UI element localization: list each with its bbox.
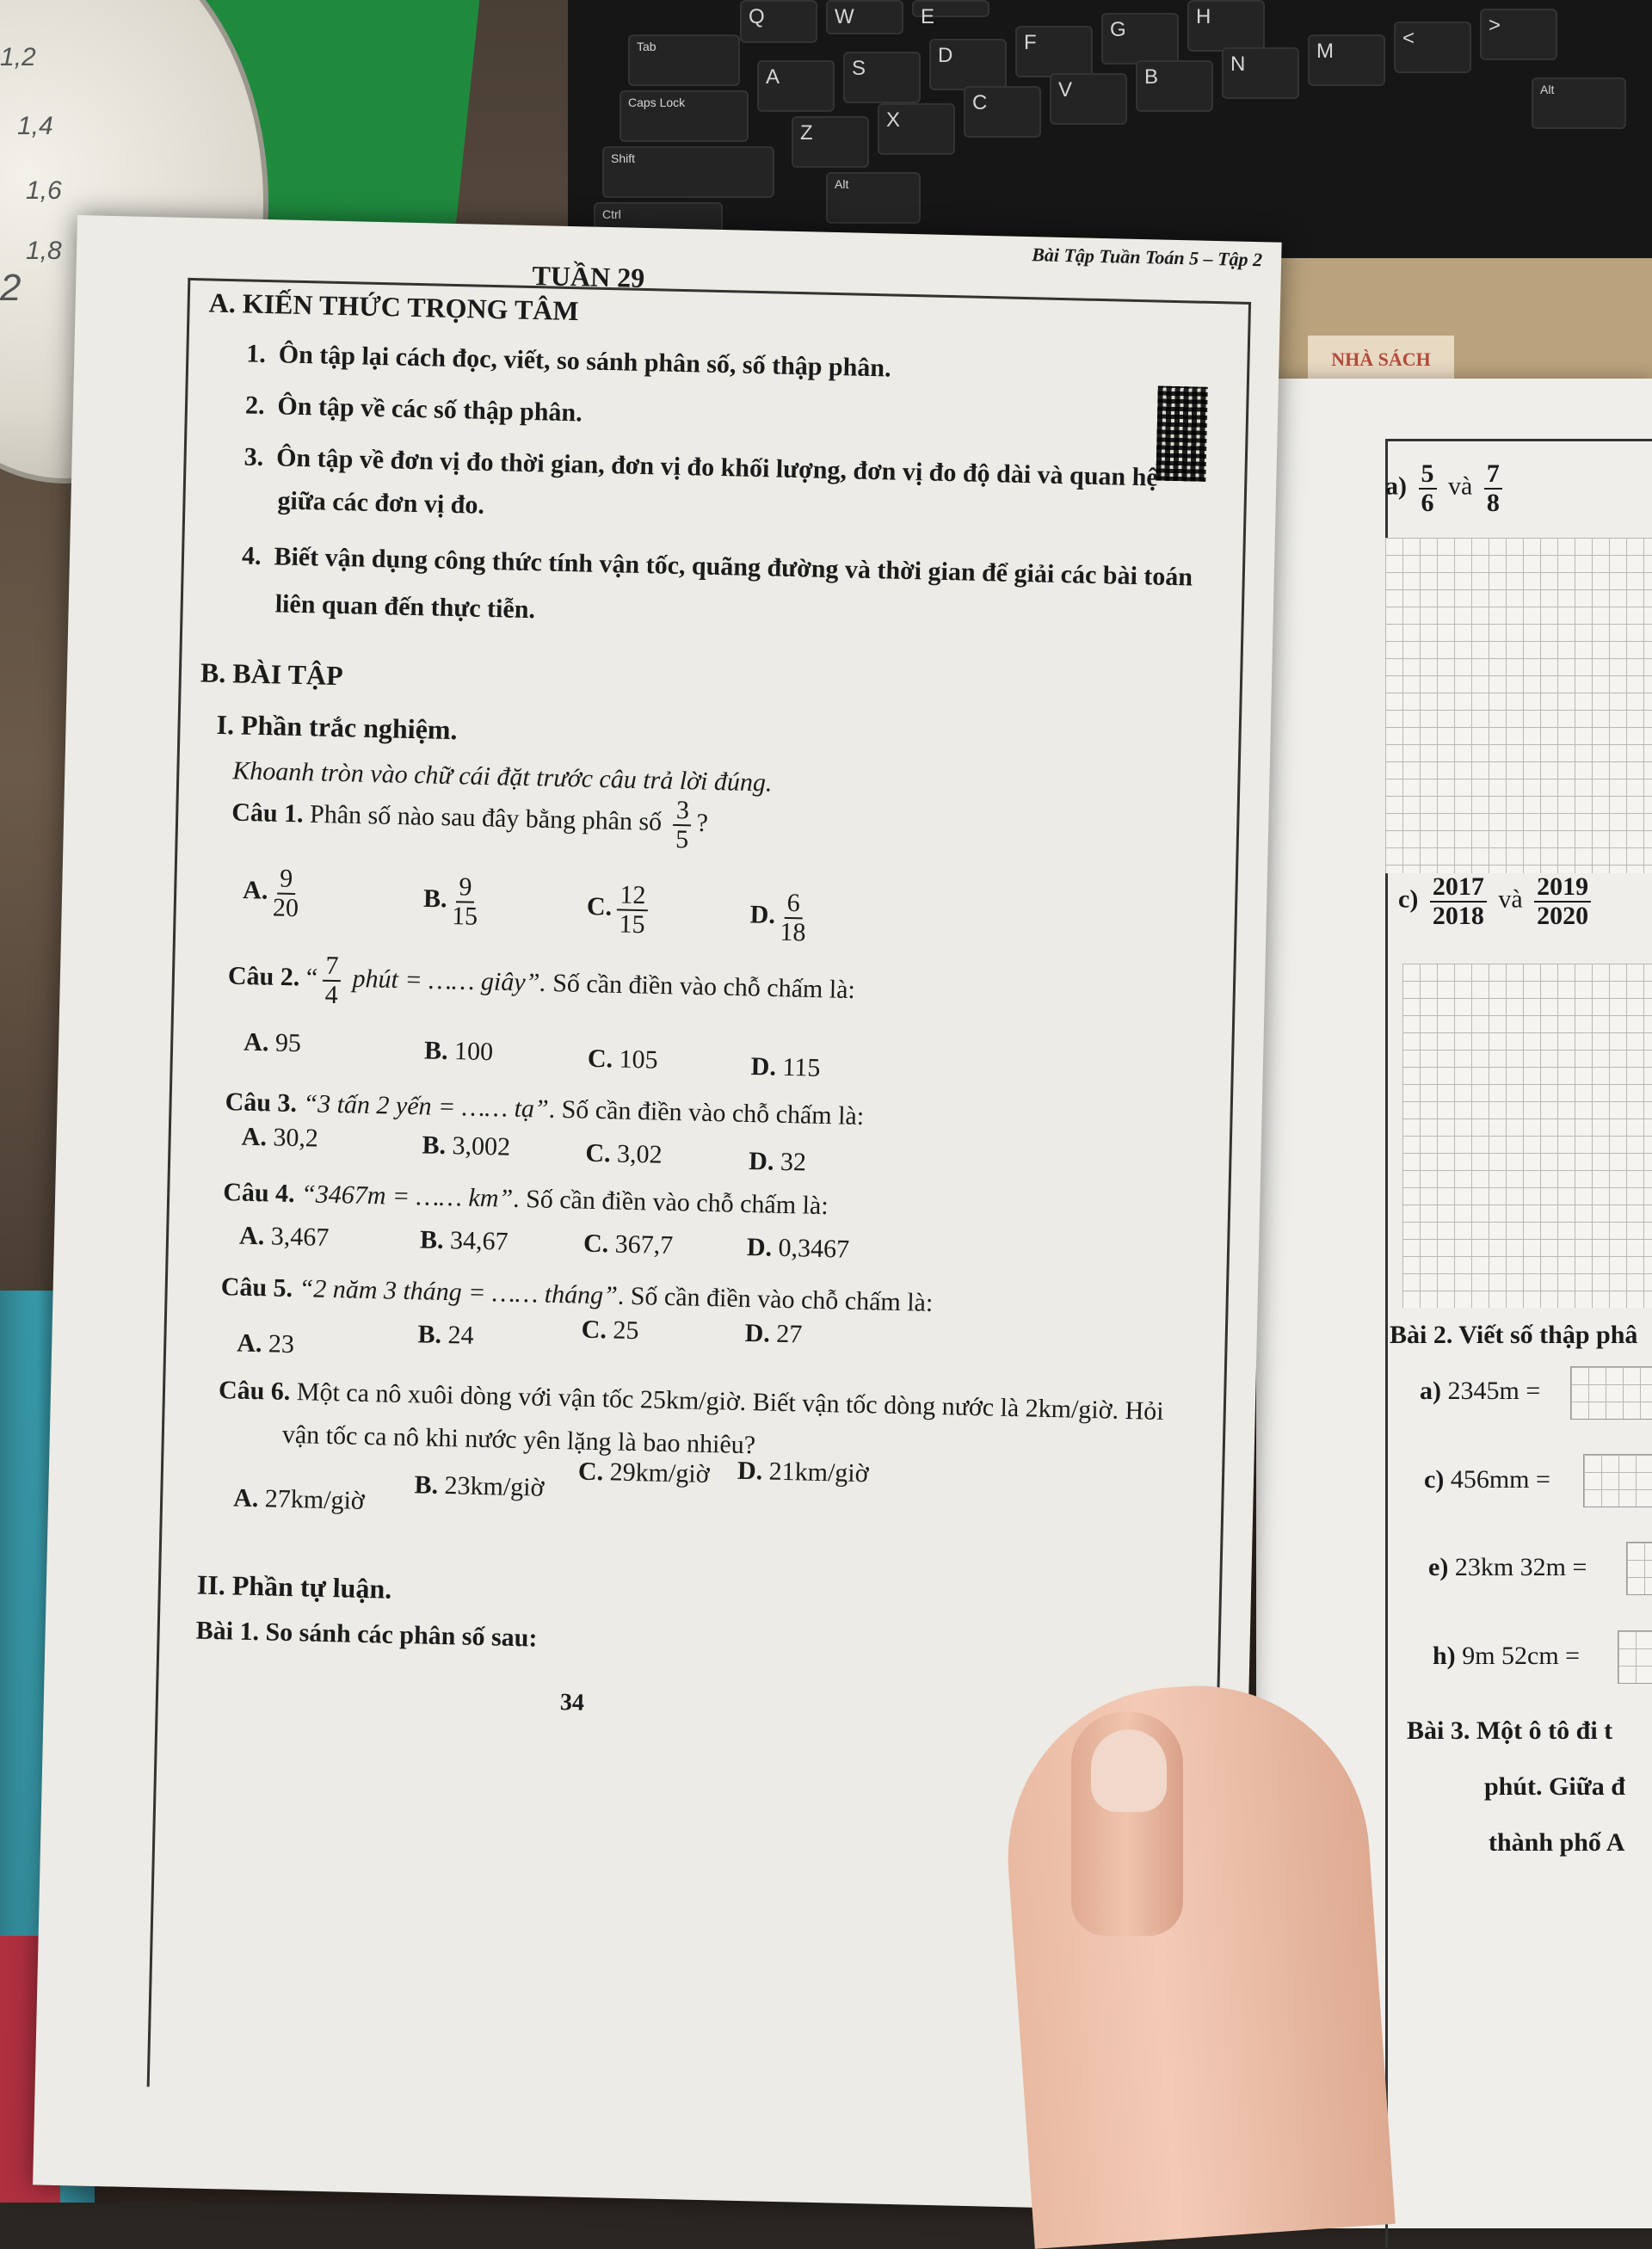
key-n: N xyxy=(1222,47,1299,99)
question-6-cont: vận tốc ca nô khi nước yên lặng là bao nhiêu? xyxy=(281,1420,756,1460)
knowledge-item-4-cont: liên quan đến thực tiễn. xyxy=(274,589,536,625)
q6-option-b[interactable] xyxy=(414,1470,545,1502)
q4-option-d[interactable] xyxy=(747,1233,850,1265)
option-letter: B. xyxy=(414,1470,439,1500)
key-w: W xyxy=(826,0,903,34)
q6-option-a[interactable] xyxy=(233,1483,365,1515)
option-letter: A. xyxy=(243,1027,269,1057)
key-h: H xyxy=(1187,0,1265,52)
key-comma: < xyxy=(1394,22,1471,73)
q2-option-d[interactable] xyxy=(750,1052,820,1083)
item-label: c) xyxy=(1424,1465,1445,1494)
denominator: 18 xyxy=(780,917,806,946)
open-quote: “ xyxy=(305,963,318,992)
conversion-expr: 23km 32m = xyxy=(1454,1553,1587,1581)
question-expr: “3 tấn 2 yến = …… tạ” xyxy=(303,1089,550,1124)
option-value: 25 xyxy=(613,1316,639,1346)
bai2-title: Bài 2. Viết số thập phâ xyxy=(1390,1321,1638,1349)
key-c: C xyxy=(964,86,1041,138)
q4-option-c[interactable] xyxy=(583,1229,674,1260)
item-label: a) xyxy=(1385,471,1407,501)
option-value: 23 xyxy=(268,1329,295,1359)
option-value: 27km/giờ xyxy=(264,1484,366,1515)
option-value: 3,02 xyxy=(616,1139,663,1169)
q3-option-a[interactable] xyxy=(241,1123,318,1154)
option-letter: B. xyxy=(423,1036,448,1066)
item-number: 2. xyxy=(244,391,265,420)
denominator: 5 xyxy=(675,824,689,853)
fraction xyxy=(322,952,341,1008)
fraction xyxy=(616,881,648,938)
q1-option-d[interactable] xyxy=(749,889,812,946)
q2-option-a[interactable] xyxy=(243,1028,301,1059)
key-f: F xyxy=(1015,26,1093,77)
option-letter: D. xyxy=(749,900,776,929)
fraction xyxy=(673,797,692,853)
option-value: 23km/giờ xyxy=(444,1471,545,1502)
option-value: 27 xyxy=(776,1319,803,1349)
option-value: 21km/giờ xyxy=(768,1457,869,1488)
denominator: 4 xyxy=(324,980,339,1009)
bai1-title: Bài 1. So sánh các phân số sau: xyxy=(195,1616,538,1653)
key-x: X xyxy=(878,103,955,155)
denominator: 8 xyxy=(1486,488,1500,517)
conversion-e xyxy=(1428,1553,1587,1582)
q3-option-d[interactable] xyxy=(749,1147,806,1178)
grid-answer-a[interactable] xyxy=(1385,538,1652,873)
part1-title: I. Phần trắc nghiệm. xyxy=(216,708,458,746)
q2-option-b[interactable] xyxy=(424,1036,494,1067)
question-label: Câu 3. xyxy=(225,1088,298,1118)
fraction xyxy=(1419,460,1437,516)
option-value: 100 xyxy=(453,1037,494,1067)
option-letter: D. xyxy=(744,1318,771,1348)
section-b-title: B. BÀI TẬP xyxy=(200,656,344,692)
question-text: . Số cần điền vào chỗ chấm là: xyxy=(548,1094,865,1131)
question-text: Phân số nào sau đây bằng phân số xyxy=(309,799,663,836)
question-mark: ? xyxy=(696,808,709,838)
item-text: Ôn tập về các số thập phân. xyxy=(277,391,583,428)
qr-code[interactable] xyxy=(1156,386,1207,482)
question-label: Câu 2. xyxy=(227,961,300,992)
question-label: Câu 5. xyxy=(220,1272,293,1303)
item-text: Biết vận dụng công thức tính vận tốc, quãng đường và thời gian để giải các bài toán xyxy=(274,542,1193,592)
conversion-c xyxy=(1424,1465,1550,1494)
denominator: 2020 xyxy=(1537,901,1589,930)
bai3-line3: thành phố A xyxy=(1489,1828,1625,1857)
week-title: TUẦN 29 xyxy=(532,260,645,293)
question-expr: “3467m = …… km” xyxy=(300,1180,514,1213)
option-letter: C. xyxy=(577,1457,604,1487)
item-c xyxy=(1398,873,1596,929)
item-label: e) xyxy=(1428,1553,1449,1581)
section-a-title: A. KIẾN THỨC TRỌNG TÂM xyxy=(208,287,580,327)
option-value: 95 xyxy=(274,1028,302,1058)
option-value: 3,467 xyxy=(270,1222,330,1252)
key-e: E xyxy=(912,0,989,17)
question-expr: “2 năm 3 tháng = …… tháng” xyxy=(299,1274,619,1310)
q6-option-c[interactable] xyxy=(578,1457,710,1489)
option-value: 367,7 xyxy=(614,1229,674,1260)
option-value: 29km/giờ xyxy=(609,1457,710,1489)
q1-option-b[interactable] xyxy=(422,872,484,930)
option-letter: B. xyxy=(419,1225,444,1254)
option-letter: D. xyxy=(750,1052,777,1081)
option-letter: B. xyxy=(422,884,447,914)
key-alt-right: Alt xyxy=(1532,77,1626,129)
item-number: 3. xyxy=(243,442,264,471)
option-letter: C. xyxy=(585,1138,611,1168)
option-letter: C. xyxy=(587,1044,613,1074)
q3-option-b[interactable] xyxy=(422,1131,510,1161)
page-number: 34 xyxy=(559,1689,585,1716)
item-number: 1. xyxy=(246,339,267,369)
q6-option-d[interactable] xyxy=(737,1457,869,1488)
fraction xyxy=(1484,460,1502,516)
q1-option-a[interactable] xyxy=(242,865,305,922)
scale-tick: 1,4 xyxy=(17,112,53,140)
option-letter: A. xyxy=(241,1122,268,1152)
key-period: > xyxy=(1480,9,1557,60)
conversion-h xyxy=(1433,1642,1580,1671)
item-label: h) xyxy=(1433,1642,1456,1670)
question-label: Câu 6. xyxy=(218,1376,291,1406)
option-value: 105 xyxy=(619,1044,658,1075)
fraction xyxy=(273,865,299,921)
key-z: Z xyxy=(792,116,869,168)
option-letter: C. xyxy=(586,892,613,921)
thumbnail xyxy=(1091,1729,1167,1812)
key-caps-lock: Caps Lock xyxy=(620,90,749,142)
numerator: 6 xyxy=(784,890,803,919)
scale-tick: 1,2 xyxy=(0,43,36,71)
item-text: Ôn tập về đơn vị đo thời gian, đơn vị đo khối lượng, đơn vị đo độ dài và quan hệ xyxy=(275,443,1159,492)
key-s: S xyxy=(843,52,921,103)
part2-title: II. Phần tự luận. xyxy=(196,1568,392,1605)
denominator: 15 xyxy=(619,909,646,939)
question-label: Câu 1. xyxy=(231,798,305,829)
q5-option-c[interactable] xyxy=(581,1316,638,1346)
key-q: Q xyxy=(740,0,817,43)
numerator: 5 xyxy=(1419,460,1437,490)
scale-tick: 2 xyxy=(0,267,22,309)
question-1 xyxy=(231,786,709,853)
key-v: V xyxy=(1050,73,1127,125)
denominator: 2018 xyxy=(1432,901,1484,930)
q3-option-c[interactable] xyxy=(585,1139,663,1170)
key-d: D xyxy=(929,39,1007,90)
knowledge-item-3-cont: giữa các đơn vị đo. xyxy=(277,486,485,520)
bai3-line1: Bài 3. Một ô tô đi t xyxy=(1407,1716,1613,1745)
q5-option-a[interactable] xyxy=(237,1329,294,1360)
conversion-expr: 456mm = xyxy=(1450,1465,1550,1494)
q4-option-a[interactable] xyxy=(239,1222,330,1253)
hand xyxy=(996,1674,1396,2249)
and-word: và xyxy=(1448,471,1473,501)
q5-option-b[interactable] xyxy=(417,1320,474,1350)
fraction xyxy=(780,890,806,946)
key-alt-left: Alt xyxy=(826,172,921,224)
denominator: 20 xyxy=(272,892,299,922)
fraction xyxy=(452,873,478,930)
bai3-line2: phút. Giữa đ xyxy=(1484,1772,1625,1801)
question-text: Số cần điền vào chỗ chấm là: xyxy=(552,969,856,1005)
scale-tick: 1,6 xyxy=(26,176,62,205)
conversion-a xyxy=(1420,1377,1540,1406)
answer-box-c[interactable] xyxy=(1583,1454,1652,1507)
option-letter: B. xyxy=(422,1131,447,1160)
and-word: và xyxy=(1498,884,1523,914)
key-tab: Tab xyxy=(628,34,740,86)
scale-tick: 1,8 xyxy=(26,237,62,265)
fraction xyxy=(1430,873,1487,929)
item-a xyxy=(1385,460,1507,516)
option-value: 24 xyxy=(447,1321,474,1350)
item-number: 4. xyxy=(241,541,262,570)
numerator: 2019 xyxy=(1534,873,1591,903)
grid-answer-c[interactable] xyxy=(1402,964,1652,1308)
question-text: Một ca nô xuôi dòng với vận tốc 25km/giờ. Biết vận tốc dòng nước là 2km/giờ. Hỏi xyxy=(296,1377,1164,1426)
q5-option-d[interactable] xyxy=(744,1319,802,1350)
q1-option-c[interactable] xyxy=(586,881,654,939)
conversion-expr: 2345m = xyxy=(1447,1377,1541,1405)
question-text: . Số cần điền vào chỗ chấm là: xyxy=(617,1281,934,1317)
numerator: 9 xyxy=(277,865,296,894)
key-b: B xyxy=(1136,60,1213,112)
key-ctrl: Ctrl xyxy=(594,202,723,254)
option-letter: A. xyxy=(242,875,268,905)
part1-instruction: Khoanh tròn vào chữ cái đặt trước câu trả lời đúng. xyxy=(232,756,773,798)
option-letter: D. xyxy=(746,1232,773,1262)
answer-box-e[interactable] xyxy=(1626,1542,1652,1595)
option-letter: B. xyxy=(417,1320,442,1349)
item-label: c) xyxy=(1398,884,1419,914)
option-letter: D. xyxy=(748,1146,774,1176)
numerator: 7 xyxy=(1484,460,1502,490)
item-text: Ôn tập lại cách đọc, viết, so sánh phân số, số thập phân. xyxy=(278,340,891,383)
question-expr: phút = …… giây”. xyxy=(352,964,547,997)
question-label: Câu 4. xyxy=(222,1178,295,1209)
option-value: 115 xyxy=(782,1052,821,1082)
numerator: 3 xyxy=(674,797,693,826)
numerator: 7 xyxy=(323,952,342,982)
option-letter: C. xyxy=(581,1315,607,1345)
answer-box-a[interactable] xyxy=(1570,1366,1652,1420)
q2-option-c[interactable] xyxy=(588,1044,658,1075)
denominator: 15 xyxy=(451,901,478,931)
option-value: 30,2 xyxy=(273,1123,319,1153)
page-header: Bài Tập Tuần Toán 5 – Tập 2 xyxy=(1031,243,1263,271)
key-m: M xyxy=(1308,34,1385,86)
option-value: 0,3467 xyxy=(778,1233,850,1264)
book-sticker: NHÀ SÁCH xyxy=(1308,336,1454,387)
option-value: 3,002 xyxy=(452,1131,511,1161)
option-value: 32 xyxy=(780,1147,807,1177)
conversion-expr: 9m 52cm = xyxy=(1462,1642,1581,1670)
question-text: . Số cần điền vào chỗ chấm là: xyxy=(512,1184,829,1221)
option-letter: A. xyxy=(236,1328,262,1359)
option-value: 34,67 xyxy=(449,1226,509,1256)
option-letter: D. xyxy=(737,1456,763,1486)
option-letter: A. xyxy=(232,1483,259,1513)
key-a: A xyxy=(757,60,835,112)
numerator: 12 xyxy=(617,881,649,910)
option-letter: A. xyxy=(238,1221,265,1251)
numerator: 9 xyxy=(456,873,475,903)
key-g: G xyxy=(1101,13,1179,65)
fraction xyxy=(1534,873,1591,929)
q4-option-b[interactable] xyxy=(420,1225,509,1256)
numerator: 2017 xyxy=(1430,873,1487,903)
option-letter: C. xyxy=(583,1229,609,1259)
key-shift: Shift xyxy=(602,146,774,198)
answer-box-h[interactable] xyxy=(1618,1630,1652,1684)
item-label: a) xyxy=(1420,1377,1441,1405)
denominator: 6 xyxy=(1421,488,1434,517)
